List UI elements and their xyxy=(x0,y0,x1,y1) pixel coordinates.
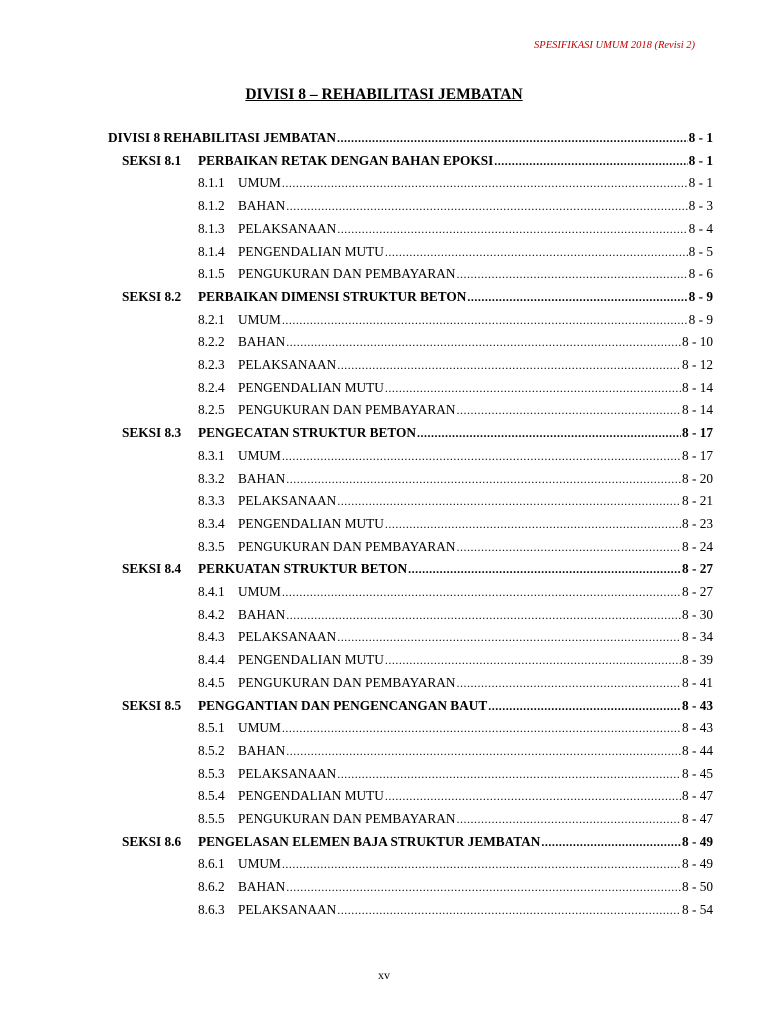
toc-entry-page: 8 - 1 xyxy=(688,175,713,191)
toc-entry-page: 8 - 44 xyxy=(681,742,713,758)
toc-dot-leader xyxy=(494,154,687,169)
toc-entry-label: PENGUKURAN DAN PEMBAYARAN xyxy=(238,402,456,418)
toc-subsection-entry[interactable] xyxy=(198,811,713,831)
toc-entry-page: 8 - 49 xyxy=(681,833,713,849)
toc-entry-page: 8 - 12 xyxy=(681,357,713,372)
toc-division-entry[interactable] xyxy=(108,130,713,150)
toc-dot-leader xyxy=(337,630,681,645)
toc-entry-number: 8.2.3 xyxy=(198,357,225,372)
toc-subsection-entry[interactable] xyxy=(198,357,713,377)
toc-dot-leader xyxy=(282,176,688,191)
toc-entry-page: 8 - 41 xyxy=(681,674,713,690)
toc-dot-leader xyxy=(385,517,681,532)
toc-entry-page: 8 - 39 xyxy=(681,652,713,668)
toc-entry-label: BAHAN xyxy=(238,879,286,895)
toc-entry-page: 8 - 1 xyxy=(688,152,713,168)
toc-entry-number: SEKSI 8.3 xyxy=(122,425,182,441)
toc-entry-label: UMUM xyxy=(238,447,281,463)
toc-entry-number: 8.6.3 xyxy=(198,901,225,917)
toc-subsection-entry[interactable] xyxy=(198,493,713,513)
toc-entry-label: PENGENDALIAN MUTU xyxy=(238,243,384,259)
toc-entry-label: PENGECATAN STRUKTUR BETON xyxy=(198,425,416,441)
toc-dot-leader xyxy=(385,245,688,260)
toc-entry-label: UMUM xyxy=(238,720,281,736)
toc-subsection-entry[interactable] xyxy=(198,766,713,786)
toc-dot-leader xyxy=(282,313,688,328)
toc-entry-page: 8 - 21 xyxy=(681,493,713,509)
toc-dot-leader xyxy=(286,335,681,350)
toc-subsection-entry[interactable] xyxy=(198,652,713,672)
toc-dot-leader xyxy=(337,131,688,146)
toc-entry-page: 8 - 54 xyxy=(681,901,713,917)
toc-entry-number: 8.5.5 xyxy=(198,811,225,826)
toc-dot-leader xyxy=(337,222,687,237)
toc-dot-leader xyxy=(456,403,681,418)
toc-dot-leader xyxy=(456,812,681,827)
toc-dot-leader xyxy=(456,267,687,282)
toc-entry-page: 8 - 9 xyxy=(688,288,713,304)
toc-entry-number: 8.1.2 xyxy=(198,198,225,214)
toc-dot-leader xyxy=(286,608,681,623)
toc-dot-leader xyxy=(286,744,681,759)
toc-entry-page: 8 - 23 xyxy=(681,515,713,531)
toc-entry-label: PENGENDALIAN MUTU xyxy=(238,788,384,804)
toc-dot-leader xyxy=(456,540,681,555)
toc-entry-label: UMUM xyxy=(238,856,281,872)
toc-dot-leader xyxy=(286,880,681,895)
toc-entry-number: 8.6.1 xyxy=(198,856,225,872)
toc-entry-number: 8.5.2 xyxy=(198,742,225,758)
toc-entry-page: 8 - 4 xyxy=(688,220,713,236)
toc-entry-number: 8.3.2 xyxy=(198,470,225,486)
toc-entry-page: 8 - 30 xyxy=(681,606,713,622)
toc-entry-label: BAHAN xyxy=(238,470,286,486)
toc-subsection-entry[interactable] xyxy=(198,221,713,241)
toc-dot-leader xyxy=(417,426,681,441)
toc-subsection-entry[interactable] xyxy=(198,448,713,468)
toc-subsection-entry[interactable] xyxy=(198,856,713,876)
toc-entry-label: UMUM xyxy=(238,311,281,327)
toc-entry-number: 8.6.2 xyxy=(198,879,225,895)
toc-dot-leader xyxy=(488,699,681,714)
toc-entry-label: PENGENDALIAN MUTU xyxy=(238,515,384,531)
toc-subsection-entry[interactable] xyxy=(198,334,713,354)
toc-entry-label: PELAKSANAAN xyxy=(238,357,337,372)
toc-entry-label: PERBAIKAN DIMENSI STRUKTUR BETON xyxy=(198,288,467,304)
toc-entry-page: 8 - 17 xyxy=(681,447,713,463)
toc-entry-label: PENGUKURAN DAN PEMBAYARAN xyxy=(238,538,456,554)
toc-dot-leader xyxy=(385,789,681,804)
toc-entry-page: 8 - 45 xyxy=(681,765,713,781)
toc-entry-page: 8 - 49 xyxy=(681,856,713,872)
toc-entry-page: 8 - 27 xyxy=(681,584,713,599)
toc-entry-number: SEKSI 8.6 xyxy=(122,833,182,849)
toc-entry-number: 8.5.3 xyxy=(198,765,225,781)
toc-section-entry[interactable] xyxy=(122,834,713,854)
toc-subsection-entry[interactable] xyxy=(198,902,713,922)
toc-entry-page: 8 - 47 xyxy=(681,788,713,804)
toc-entry-page: 8 - 24 xyxy=(681,538,713,554)
toc-section-entry[interactable] xyxy=(122,289,713,309)
toc-entry-number: 8.1.3 xyxy=(198,220,225,236)
toc-entry-label: BAHAN xyxy=(238,198,286,214)
toc-subsection-entry[interactable] xyxy=(198,879,713,899)
toc-entry-page: 8 - 9 xyxy=(688,311,713,327)
toc-entry-page: 8 - 1 xyxy=(688,130,713,145)
toc-subsection-entry[interactable] xyxy=(198,244,713,264)
toc-subsection-entry[interactable] xyxy=(198,175,713,195)
toc-entry-label: BAHAN xyxy=(238,334,286,350)
toc-entry-label: BAHAN xyxy=(238,742,286,758)
toc-entry-number: 8.4.2 xyxy=(198,606,225,622)
toc-entry-label: PENGUKURAN DAN PEMBAYARAN xyxy=(238,674,456,690)
toc-entry-page: 8 - 17 xyxy=(681,425,713,441)
toc-entry-label: PELAKSANAAN xyxy=(238,493,337,509)
toc-entry-number: 8.1.5 xyxy=(198,266,225,282)
toc-entry-number: 8.5.1 xyxy=(198,720,225,736)
toc-entry-number: SEKSI 8.2 xyxy=(122,288,182,304)
toc-entry-number: 8.3.3 xyxy=(198,493,225,509)
toc-entry-number: SEKSI 8.1 xyxy=(122,152,182,168)
toc-entry-number: 8.2.1 xyxy=(198,311,225,327)
toc-entry-number: 8.4.5 xyxy=(198,674,225,690)
toc-dot-leader xyxy=(282,585,681,600)
toc-entry-page: 8 - 14 xyxy=(681,379,713,395)
toc-entry-label: PELAKSANAAN xyxy=(238,220,337,236)
toc-entry-number: 8.5.4 xyxy=(198,788,225,804)
toc-section-entry[interactable] xyxy=(122,153,713,173)
toc-dot-leader xyxy=(282,449,681,464)
toc-entry-number: 8.4.3 xyxy=(198,629,225,645)
toc-entry-number: 8.4.4 xyxy=(198,652,225,668)
toc-dot-leader xyxy=(337,903,681,918)
toc-subsection-entry[interactable] xyxy=(198,607,713,627)
toc-entry-page: 8 - 5 xyxy=(688,243,713,259)
toc-subsection-entry[interactable] xyxy=(198,720,713,740)
toc-subsection-entry[interactable] xyxy=(198,312,713,332)
toc-section-entry[interactable] xyxy=(122,561,713,581)
toc-dot-leader xyxy=(286,472,681,487)
toc-entry-label: PENGELASAN ELEMEN BAJA STRUKTUR JEMBATAN xyxy=(198,833,541,849)
page-number: xv xyxy=(378,968,390,982)
toc-dot-leader xyxy=(337,767,681,782)
toc-section-entry[interactable] xyxy=(122,698,713,718)
toc-entry-page: 8 - 43 xyxy=(681,720,713,736)
running-header: SPESIFIKASI UMUM 2018 (Revisi 2) xyxy=(534,40,695,51)
toc-entry-number: SEKSI 8.4 xyxy=(122,561,182,577)
toc-dot-leader xyxy=(385,381,681,396)
toc-subsection-entry[interactable] xyxy=(198,516,713,536)
toc-subsection-entry[interactable] xyxy=(198,788,713,808)
toc-subsection-entry[interactable] xyxy=(198,743,713,763)
toc-subsection-entry[interactable] xyxy=(198,629,713,649)
toc-entry-page: 8 - 20 xyxy=(681,470,713,486)
toc-entry-number: SEKSI 8.5 xyxy=(122,697,182,713)
toc-dot-leader xyxy=(286,199,687,214)
toc-entry-label: PELAKSANAAN xyxy=(238,629,337,645)
toc-entry-label: UMUM xyxy=(238,584,281,599)
toc-subsection-entry[interactable] xyxy=(198,675,713,695)
toc-entry-number: 8.3.4 xyxy=(198,515,225,531)
toc-entry-label: PENGUKURAN DAN PEMBAYARAN xyxy=(238,266,456,282)
toc-dot-leader xyxy=(282,857,681,872)
toc-entry-page: 8 - 50 xyxy=(681,879,713,895)
toc-entry-label: PENGENDALIAN MUTU xyxy=(238,379,384,395)
toc-subsection-entry[interactable] xyxy=(198,198,713,218)
toc-entry-page: 8 - 47 xyxy=(681,811,713,826)
toc-dot-leader xyxy=(467,290,687,305)
toc-entry-number: 8.1.1 xyxy=(198,175,225,191)
toc-subsection-entry[interactable] xyxy=(198,380,713,400)
toc-entry-number: 8.3.5 xyxy=(198,538,225,554)
toc-section-entry[interactable] xyxy=(122,425,713,445)
toc-subsection-entry[interactable] xyxy=(198,584,713,604)
toc-dot-leader xyxy=(385,653,681,668)
toc-entry-label: BAHAN xyxy=(238,606,286,622)
toc-entry-number: 8.3.1 xyxy=(198,447,225,463)
toc-entry-label: PELAKSANAAN xyxy=(238,765,337,781)
toc-entry-label: PERKUATAN STRUKTUR BETON xyxy=(198,561,408,577)
toc-subsection-entry[interactable] xyxy=(198,402,713,422)
toc-dot-leader xyxy=(541,835,681,850)
toc-entry-page: 8 - 10 xyxy=(681,334,713,350)
toc-entry-label: PENGENDALIAN MUTU xyxy=(238,652,384,668)
page-title: DIVISI 8 – REHABILITASI JEMBATAN xyxy=(245,86,523,103)
toc-entry-number: 8.2.2 xyxy=(198,334,225,350)
toc-entry-label: PENGGANTIAN DAN PENGENCANGAN BAUT xyxy=(198,697,488,713)
toc-entry-page: 8 - 3 xyxy=(688,198,713,214)
toc-dot-leader xyxy=(337,494,681,509)
toc-entry-number: 8.2.4 xyxy=(198,379,225,395)
toc-dot-leader xyxy=(408,562,681,577)
toc-subsection-entry[interactable] xyxy=(198,266,713,286)
toc-entry-label: PENGUKURAN DAN PEMBAYARAN xyxy=(238,811,456,826)
toc-dot-leader xyxy=(337,358,681,373)
toc-dot-leader xyxy=(456,676,681,691)
toc-entry-page: 8 - 14 xyxy=(681,402,713,418)
toc-dot-leader xyxy=(282,721,681,736)
toc-entry-number: 8.4.1 xyxy=(198,584,225,599)
toc-entry-page: 8 - 6 xyxy=(688,266,713,282)
toc-entry-label: PELAKSANAAN xyxy=(238,901,337,917)
toc-entry-number: 8.1.4 xyxy=(198,243,225,259)
toc-entry-page: 8 - 34 xyxy=(681,629,713,645)
toc-entry-label: DIVISI 8 REHABILITASI JEMBATAN xyxy=(108,130,336,145)
toc-subsection-entry[interactable] xyxy=(198,471,713,491)
toc-entry-page: 8 - 27 xyxy=(681,561,713,577)
toc-entry-label: PERBAIKAN RETAK DENGAN BAHAN EPOKSI xyxy=(198,152,494,168)
toc-entry-number: 8.2.5 xyxy=(198,402,225,418)
toc-entry-page: 8 - 43 xyxy=(681,697,713,713)
toc-entry-label: UMUM xyxy=(238,175,281,191)
toc-subsection-entry[interactable] xyxy=(198,539,713,559)
